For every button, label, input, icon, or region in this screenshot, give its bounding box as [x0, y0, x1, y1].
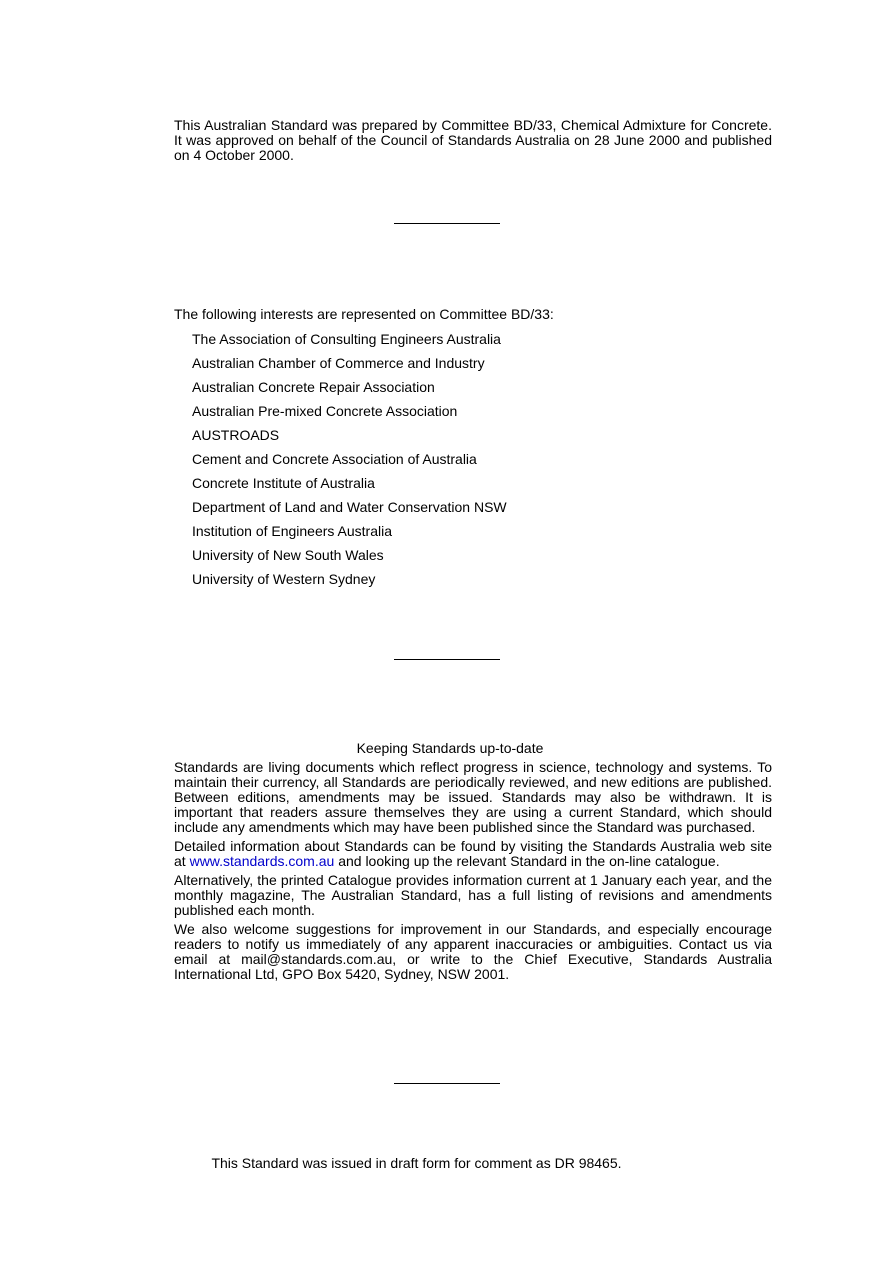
committee-member: Australian Concrete Repair Association [192, 379, 435, 395]
committee-member: The Association of Consulting Engineers Australia [192, 331, 501, 347]
committee-member: Cement and Concrete Association of Australia [192, 451, 477, 467]
divider-rule [394, 1083, 500, 1084]
keeping-standards-body [174, 760, 772, 986]
paragraph-text: , has a full listing of revisions and amendments published each month. [174, 887, 772, 918]
paragraph [174, 839, 772, 869]
magazine-title: The Australian Standard [301, 887, 458, 903]
section-heading: Keeping Standards up-to-date [356, 740, 544, 756]
divider-rule [394, 659, 500, 660]
committee-member: University of New South Wales [192, 547, 384, 563]
committee-member: Australian Chamber of Commerce and Industry [192, 355, 485, 371]
committee-member: Institution of Engineers Australia [192, 523, 393, 539]
committee-member-list [192, 330, 507, 594]
committee-member: AUSTROADS [192, 427, 280, 443]
committee-member: Australian Pre-mixed Concrete Association [192, 403, 458, 419]
website-link[interactable]: www.standards.com.au [189, 853, 335, 869]
paragraph [174, 873, 772, 918]
preparation-statement: This Australian Standard was prepared by Committee BD/33, Chemical Admixture for Concrete. It was approved on behalf of the Council of Standards Australia on 28 June 2000 and published on 4 October 2000. [174, 117, 772, 163]
divider-rule [394, 223, 500, 224]
draft-note: This Standard was issued in draft form for comment as DR 98465. [211, 1155, 622, 1171]
paragraph-text: and looking up the relevant Standard in the on-line catalogue. [334, 853, 720, 869]
paragraph: We also welcome suggestions for improvement in our Standards, and especially encourage readers to notify us immediately of any apparent inaccuracies or ambiguities. Contact us via email at mail@standards.com.au, or write to the Chief Executive, Standards Australia International Ltd, GPO Box 5420, Sydney, NSW 2001. [174, 921, 772, 982]
committee-member: Department of Land and Water Conservation NSW [192, 499, 507, 515]
paragraph-text: Detailed information about Standards can be found by visiting the Standards Australia web site at [174, 838, 772, 869]
paragraph: Standards are living documents which reflect progress in science, technology and systems. To maintain their currency, all Standards are periodically reviewed, and new editions are published. Between editions, amendments may be issued. Standards may also be withdrawn. It is important that readers assure themselves they are using a current Standard, which should include any amendments which may have been published since the Standard was purchased. [174, 759, 772, 835]
paragraph-text: Alternatively, the printed Catalogue provides information current at 1 January each year, and the monthly magazine, [174, 872, 772, 903]
committee-member: University of Western Sydney [192, 571, 376, 587]
committee-intro: The following interests are represented on Committee BD/33: [174, 306, 554, 322]
committee-member: Concrete Institute of Australia [192, 475, 375, 491]
